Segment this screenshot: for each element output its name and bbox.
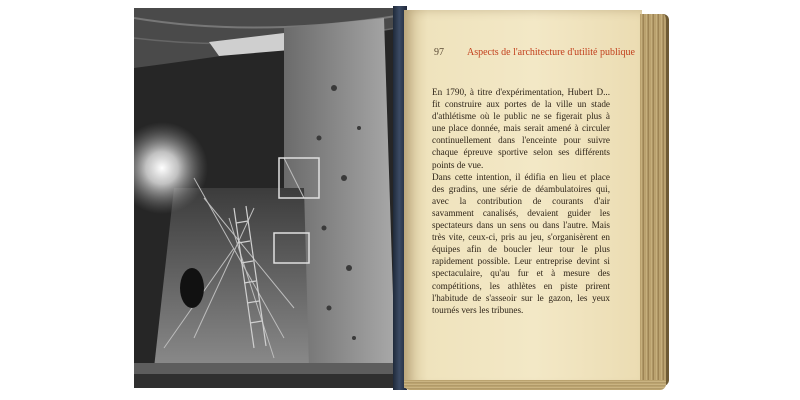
gymnasium-photo (134, 8, 396, 388)
running-head: Aspects de l'architecture d'utilité publique (467, 47, 635, 58)
paragraph: En 1790, à titre d'expérimentation, Hubert D... fit construire aux portes de la ville un stade d'athlétisme où le public ne se figerait plus à une place donnée, mais serait amené à circuler continuellement dans l'enceinte pour suivre chaque épreuve sportive selon ses différents points de vue. (432, 87, 610, 170)
page-edges (640, 14, 669, 386)
paragraph: Dans cette intention, il édifia en lieu et place des gradins, une série de déambulatoires qui, avec la contribution de courants d'air savamment canalisés, devaient guider les spectateurs dans un sens ou dans l'autre. Mais très vite, ceux-ci, pris au jeu, s'organisèrent en équipes afin de boucler leur tour le plus rapidement possible. Leur entreprise devint si spectaculaire, qu'au fur et à mesure des compétitions, les athlètes en piste prirent l'habitude de s'asseoir sur le gazon, les yeux tournés vers les tribunes. (432, 171, 610, 315)
left-page-photograph (134, 8, 396, 388)
body-text (432, 86, 610, 316)
page-number: 97 (434, 47, 444, 58)
page-bottom-edges (404, 380, 666, 390)
